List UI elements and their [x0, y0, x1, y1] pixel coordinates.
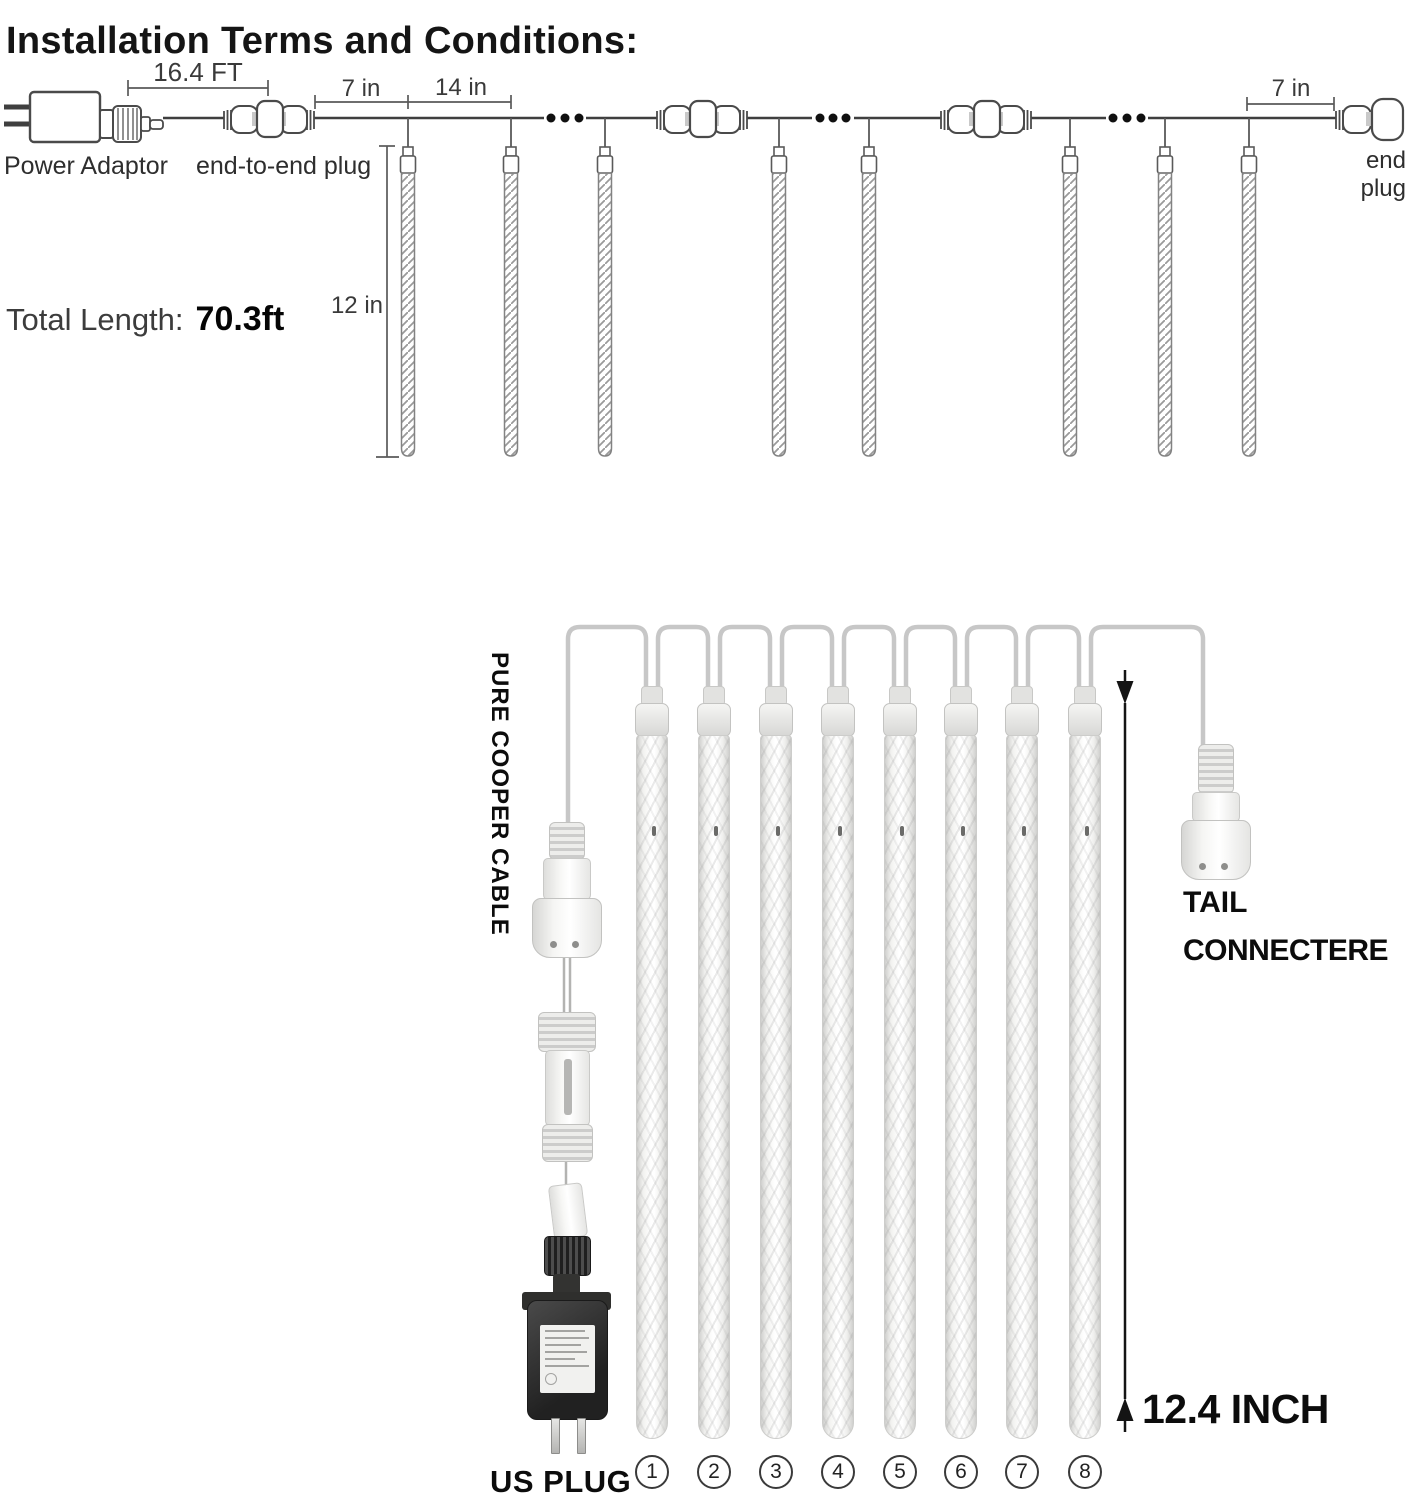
tail-cylinder [1181, 820, 1251, 880]
led-mark [714, 826, 718, 836]
tube-number-badge: 2 [697, 1455, 731, 1489]
tube-body [822, 735, 854, 1439]
tube-cap [759, 703, 793, 737]
tail-clear-body [1192, 792, 1240, 822]
label-text-line [545, 1344, 581, 1346]
tube-cap [1005, 703, 1039, 737]
screw-cap [538, 1012, 596, 1052]
page-title: Installation Terms and Conditions: [6, 20, 639, 63]
tube-body [1006, 735, 1038, 1439]
tube-cap [883, 703, 917, 737]
screw-flange [542, 1124, 593, 1162]
end-to-end-plug-1 [224, 101, 314, 137]
screw-body [545, 1050, 590, 1126]
connector-cylinder [532, 898, 602, 958]
tube-cap [944, 703, 978, 737]
tube-number-badge: 5 [883, 1455, 917, 1489]
adapter-body [527, 1300, 608, 1420]
tube-body [698, 735, 730, 1439]
power-adaptor-label: Power Adaptor [4, 152, 168, 180]
led-mark [961, 826, 965, 836]
icicle-tube-6 [944, 686, 978, 1496]
tube-cap [697, 703, 731, 737]
label-text-line [545, 1365, 589, 1367]
led-mark [1085, 826, 1089, 836]
tube-cap [1068, 703, 1102, 737]
total-length-value: 70.3ft [195, 300, 285, 338]
icicle-tube-1 [635, 686, 669, 1496]
screw-inner-contact [564, 1059, 572, 1115]
tail-pin-hole [1221, 863, 1228, 870]
tube-body [945, 735, 977, 1439]
tube-body [636, 735, 668, 1439]
schematic-tubes [401, 118, 1257, 456]
label-text-line [545, 1330, 585, 1332]
led-mark [652, 826, 656, 836]
label-cert-mark [545, 1373, 557, 1385]
dimension-lines [128, 80, 1334, 457]
tube-number-badge: 6 [944, 1455, 978, 1489]
dim-14in: 14 in [434, 74, 488, 101]
connector-pin-hole [572, 941, 579, 948]
end-plug [1336, 99, 1403, 140]
label-text-line [545, 1358, 575, 1360]
tube-number-badge: 8 [1068, 1455, 1102, 1489]
dim-16-4-ft: 16.4 FT [153, 57, 243, 87]
end-plug-label: end plug [1360, 147, 1406, 202]
dim-12in: 12 in [330, 292, 383, 319]
power-adaptor [4, 92, 163, 142]
label-text-line [545, 1351, 587, 1353]
tube-body [760, 735, 792, 1439]
icicle-tube-4 [821, 686, 855, 1496]
connector-thread-neck [549, 822, 585, 860]
end-to-end-plug-3 [941, 101, 1031, 137]
adapter-knurled-nut [544, 1236, 591, 1276]
icicle-tube-5 [883, 686, 917, 1496]
total-length [6, 300, 284, 339]
tube-number-badge: 4 [821, 1455, 855, 1489]
tube-length-arrow [1117, 670, 1134, 1432]
label-text-line [545, 1337, 589, 1339]
dim-7in-left: 7 in [341, 75, 381, 102]
connector-clear-body [543, 858, 591, 900]
icicle-tube-7 [1005, 686, 1039, 1496]
end-to-end-plug-2 [657, 101, 747, 137]
icicle-tube-3 [759, 686, 793, 1496]
total-length-label: Total Length: [6, 302, 184, 337]
tube-cap [821, 703, 855, 737]
tail-thread-neck [1198, 744, 1234, 794]
tube-number-badge: 7 [1005, 1455, 1039, 1489]
adapter-plug-tip [548, 1182, 588, 1240]
pure-cooper-cable-label: PURE COOPER CABLE [486, 652, 513, 936]
tube-number-badge: 3 [759, 1455, 793, 1489]
tube-number-badge: 1 [635, 1455, 669, 1489]
plug-prong [577, 1418, 586, 1454]
tube-cap [635, 703, 669, 737]
adapter-spec-label [540, 1325, 595, 1393]
end-to-end-plug-label: end-to-end plug [196, 152, 372, 180]
tail-label-line2: CONNECTERE [1183, 934, 1389, 967]
led-mark [776, 826, 780, 836]
us-plug-label: US PLUG [490, 1464, 632, 1499]
tube-length-label: 12.4 INCH [1142, 1386, 1329, 1432]
tail-pin-hole [1199, 863, 1206, 870]
dim-7in-right: 7 in [1271, 75, 1311, 102]
connector-pin-hole [550, 941, 557, 948]
led-mark [838, 826, 842, 836]
tube-body [1069, 735, 1101, 1439]
led-mark [900, 826, 904, 836]
plug-prong [551, 1418, 560, 1454]
led-mark [1022, 826, 1026, 836]
tail-label-line1: TAIL [1183, 886, 1248, 919]
icicle-tube-2 [697, 686, 731, 1496]
icicle-tube-8 [1068, 686, 1102, 1496]
tube-body [884, 735, 916, 1439]
